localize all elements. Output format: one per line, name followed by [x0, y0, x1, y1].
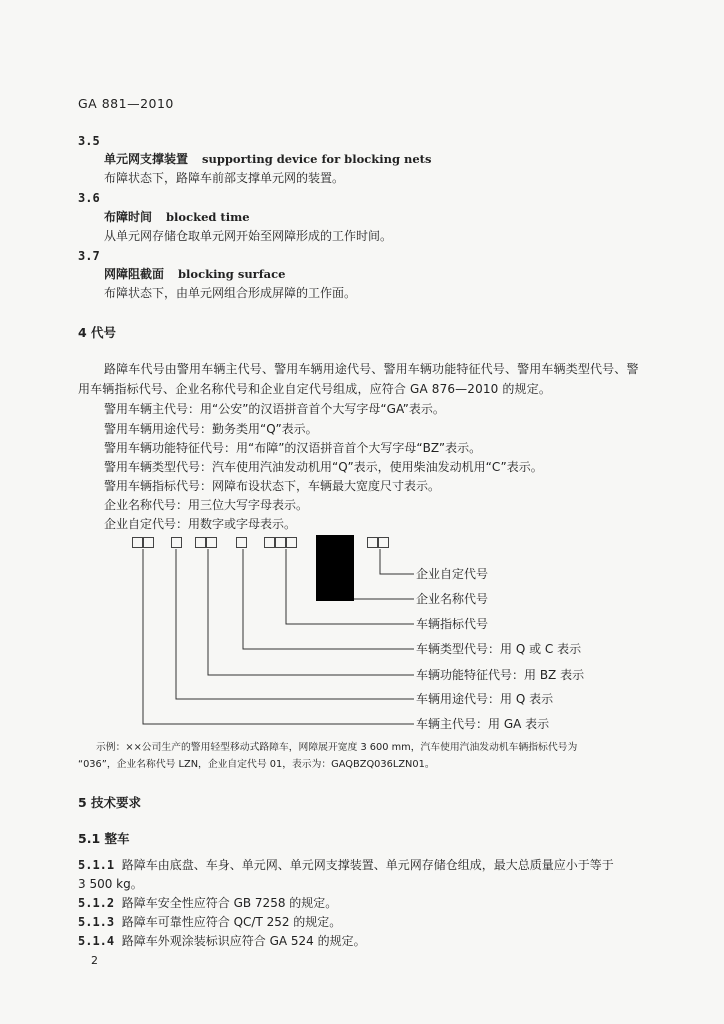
clause-text: 路障车外观涂装标识应符合 GA 524 的规定。	[121, 934, 366, 948]
clause	[78, 914, 341, 930]
term-definition: 从单元网存储仓取单元网开始至网障形成的工作时间。	[104, 229, 393, 243]
term-definition: 布障状态下，由单元网组合形成屏障的工作面。	[104, 286, 357, 300]
diagram-label: 车辆用途代号：用 Q 表示	[416, 692, 554, 706]
code-item: 警用车辆主代号：用“公安”的汉语拼音首个大写字母“GA”表示。	[104, 402, 445, 416]
diagram-label: 车辆主代号：用 GA 表示	[416, 717, 550, 731]
diagram-label: 车辆功能特征代号：用 BZ 表示	[416, 668, 585, 682]
clause-continuation: 3 500 kg。	[78, 877, 143, 891]
term-number: 3.6	[78, 191, 100, 205]
section-5-1-title: 5.1 整车	[78, 831, 130, 846]
term-en: blocked time	[166, 210, 250, 224]
clause	[78, 857, 614, 873]
code-item: 警用车辆类型代号：汽车使用汽油发动机用“Q”表示，使用柴油发动机用“C”表示。	[104, 460, 543, 474]
term-zh: 单元网支撑装置	[104, 152, 189, 166]
clause	[78, 895, 337, 911]
example-line1: 示例：××公司生产的警用轻型移动式路障车，网障展开宽度 3 600 mm，汽车使用汽油发动机车辆指标代号为	[96, 742, 578, 753]
term-en: blocking surface	[178, 267, 286, 281]
term-zh: 布障时间	[104, 210, 153, 224]
clause-number: 5.1.2	[78, 896, 115, 910]
code-item: 警用车辆功能特征代号：用“布障”的汉语拼音首个大写字母“BZ”表示。	[104, 441, 482, 455]
section-4-title: 4 代号	[78, 325, 117, 340]
clause	[78, 933, 366, 949]
code-item: 企业自定代号：用数字或字母表示。	[104, 517, 297, 531]
diagram-label: 车辆类型代号：用 Q 或 C 表示	[416, 642, 582, 656]
diagram-label: 企业自定代号	[416, 567, 489, 581]
clause-text: 路障车可靠性应符合 QC/T 252 的规定。	[121, 915, 342, 929]
clause-text: 路障车由底盘、车身、单元网、单元网支撑装置、单元网存储仓组成，最大总质量应小于等于	[121, 858, 614, 872]
term-number: 3.7	[78, 249, 100, 263]
code-item: 警用车辆用途代号：勤务类用“Q”表示。	[104, 422, 318, 436]
section-4-intro-line2: 用车辆指标代号、企业名称代号和企业自定代号组成，应符合 GA 876—2010 的规定。	[78, 382, 551, 396]
code-item: 企业名称代号：用三位大写字母表示。	[104, 498, 309, 512]
diagram-label: 车辆指标代号	[416, 617, 489, 631]
term-en: supporting device for blocking nets	[202, 152, 432, 166]
term-number: 3.5	[78, 134, 100, 148]
clause-number: 5.1.4	[78, 934, 115, 948]
section-5-title: 5 技术要求	[78, 795, 142, 810]
section-4-intro-line1: 路障车代号由警用车辆主代号、警用车辆用途代号、警用车辆功能特征代号、警用车辆类型代号、警	[104, 362, 639, 376]
term-definition: 布障状态下，路障车前部支撑单元网的装置。	[104, 171, 345, 185]
doc-header-id: GA 881—2010	[78, 96, 174, 111]
term-zh: 网障阻截面	[104, 267, 165, 281]
page-number: 2	[91, 954, 98, 967]
example-line2: “036”，企业名称代号 LZN，企业自定代号 01，表示为：GAQBZQ036LZN01。	[78, 759, 435, 770]
clause-number: 5.1.1	[78, 858, 115, 872]
clause-text: 路障车安全性应符合 GB 7258 的规定。	[121, 896, 338, 910]
diagram-label: 企业名称代号	[416, 592, 489, 606]
code-item: 警用车辆指标代号：网障布设状态下，车辆最大宽度尺寸表示。	[104, 479, 441, 493]
clause-number: 5.1.3	[78, 915, 115, 929]
